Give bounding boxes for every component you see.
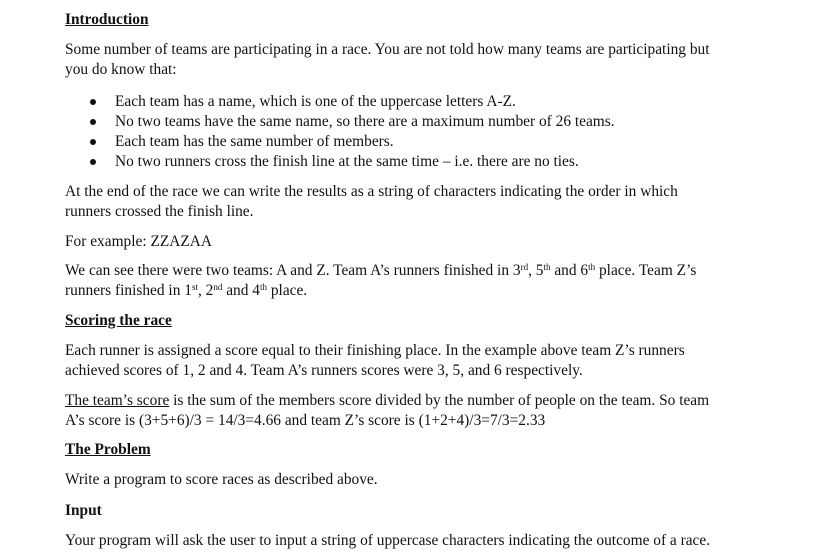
list-item-text: Each team has a name, which is one of the uppercase letters A-Z.: [115, 93, 516, 110]
explanation-text: , 2: [197, 282, 214, 299]
ordinal-suffix: th: [588, 262, 596, 272]
bullet-icon: [90, 119, 96, 125]
bullet-icon: [90, 159, 96, 165]
team-score-term: The team’s score: [65, 392, 170, 409]
ordinal-suffix: rd: [520, 262, 529, 272]
input-heading: Input: [65, 502, 102, 519]
list-item: [65, 92, 615, 112]
team-score-line-1: [65, 391, 755, 411]
rules-list: [65, 92, 615, 172]
explanation-line-1: [65, 261, 755, 281]
explanation-text: and 6: [550, 262, 589, 279]
list-item: [65, 152, 615, 172]
problem-text: Write a program to score races as described above.: [65, 471, 378, 488]
example-line: [65, 232, 755, 252]
team-score-line-2: A’s score is (3+5+6)/3 = 14/3=4.66 and team Z’s score is (1+2+4)/3=7/3=2.33: [65, 412, 546, 429]
explanation-text: and 4: [222, 282, 260, 299]
team-score-definition: is the sum of the members score divided by the number of people on the team. So team: [169, 392, 710, 409]
intro-line-2: you do know that:: [65, 61, 177, 78]
bullet-icon: [90, 99, 96, 105]
explanation-text: runners finished in 1: [65, 282, 192, 299]
problem-heading: The Problem: [65, 441, 151, 458]
introduction-heading: Introduction: [65, 11, 149, 28]
explanation-text: place. Team Z’s: [595, 262, 697, 279]
ordinal-suffix: th: [543, 262, 551, 272]
scoring-paragraph-1: [65, 341, 755, 381]
scoring-line-1: Each runner is assigned a score equal to their finishing place. In the example above team Z’s runners: [65, 342, 685, 359]
list-item-text: No two runners cross the finish line at the same time – i.e. there are no ties.: [115, 153, 579, 170]
ordinal-suffix: st: [191, 282, 198, 292]
explanation-line-2: [65, 281, 755, 301]
scoring-paragraph-2: [65, 391, 755, 431]
list-item-text: No two teams have the same name, so there are a maximum number of 26 teams.: [115, 113, 615, 130]
intro-paragraph: [65, 40, 755, 80]
input-paragraph: [65, 531, 755, 551]
problem-paragraph: [65, 470, 755, 490]
results-paragraph: [65, 182, 755, 222]
bullet-icon: [90, 139, 96, 145]
explanation-paragraph: [65, 261, 755, 301]
ordinal-suffix: nd: [213, 282, 223, 292]
input-text: Your program will ask the user to input a string of uppercase characters indicating the outcome of a race.: [65, 532, 711, 549]
explanation-text: We can see there were two teams: A and Z. Team A’s runners finished in 3: [65, 262, 521, 279]
list-item: [65, 132, 615, 152]
results-line-1: At the end of the race we can write the results as a string of characters indicating the order in which: [65, 183, 678, 200]
scoring-line-2: achieved scores of 1, 2 and 4. Team A’s runners scores were 3, 5, and 6 respectively.: [65, 362, 583, 379]
results-line-2: runners crossed the finish line.: [65, 203, 254, 220]
intro-line-1: Some number of teams are participating in a race. You are not told how many teams are participating but: [65, 41, 710, 58]
list-item-text: Each team has the same number of members.: [115, 133, 394, 150]
explanation-text: place.: [267, 282, 308, 299]
ordinal-suffix: th: [259, 282, 267, 292]
explanation-text: , 5: [528, 262, 544, 279]
scoring-heading: Scoring the race: [65, 312, 172, 329]
example-text: For example: ZZAZAA: [65, 233, 213, 250]
list-item: [65, 112, 615, 132]
